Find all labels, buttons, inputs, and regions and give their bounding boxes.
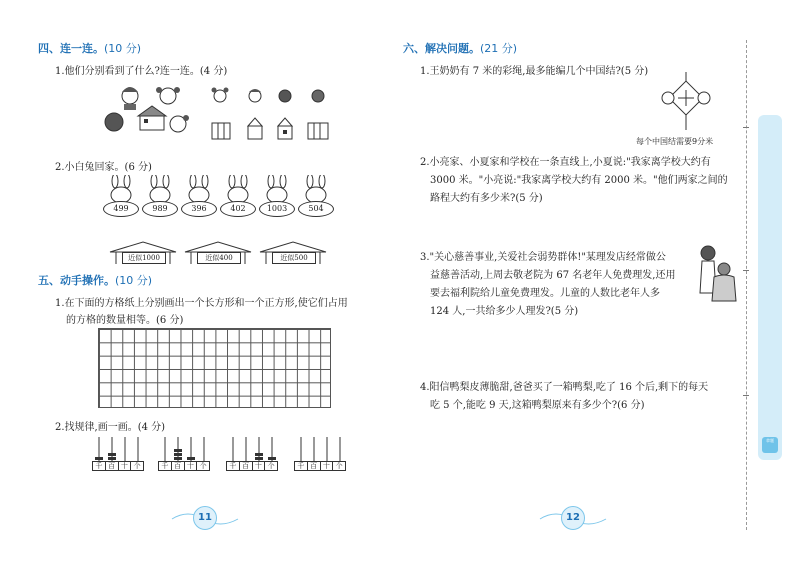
rabbit-number: 1003 <box>259 201 295 217</box>
question-4-1: 1.他们分别看到了什么?连一连。(4 分) <box>55 66 228 77</box>
girl-figure <box>156 87 180 104</box>
abacus-rods-icon <box>226 435 278 463</box>
abacus[interactable] <box>92 435 144 471</box>
side-badge: 拿题 <box>762 437 778 453</box>
rabbit-number: 504 <box>298 201 334 217</box>
section-4-heading: 四、连一连。(10 分) <box>38 42 142 55</box>
house-model <box>138 106 166 130</box>
viewpoint-illustration <box>100 78 340 143</box>
head-icons <box>212 88 325 103</box>
question-5-1-line-2: 的方格的数量相等。(6 分) <box>66 315 184 326</box>
binding-tick <box>743 270 749 271</box>
question-6-2-line-3: 路程大约有多少米?(5 分) <box>430 193 543 204</box>
girl-side-figure <box>170 115 189 132</box>
rabbit-number: 396 <box>181 201 217 217</box>
question-6-3-line-1: 3."关心慈善事业,关爱社会弱势群体!"某理发店经常做公 <box>420 252 666 263</box>
side-tab <box>758 115 782 460</box>
house-label: 近似500 <box>272 252 316 264</box>
house-target <box>183 240 253 266</box>
chinese-knot-icon <box>656 72 716 132</box>
rabbit-number: 402 <box>220 201 256 217</box>
house-target <box>108 240 178 266</box>
knot-caption: 每个中国结需要9分米 <box>636 137 714 146</box>
abacus-labels: 千 百 十 个 <box>92 461 144 471</box>
abacus-labels: 千 百 十 个 <box>226 461 278 471</box>
barber-illustration <box>694 243 738 303</box>
view-icons <box>212 118 328 139</box>
question-6-4-line-2: 吃 5 个,能吃 9 天,这箱鸭梨原来有多少个?(6 分) <box>430 400 645 411</box>
question-5-1-line-1: 1.在下面的方格纸上分别画出一个长方形和一个正方形,使它们占用 <box>55 298 348 309</box>
binding-tick <box>743 395 749 396</box>
page-number-right: 12 <box>561 506 585 530</box>
question-6-4-line-1: 4.阳信鸭梨皮薄脆甜,爸爸买了一箱鸭梨,吃了 16 个后,剩下的每天 <box>420 382 709 393</box>
abacus-labels: 千 百 十 个 <box>158 461 210 471</box>
section-6-heading: 六、解决问题。(21 分) <box>403 42 518 55</box>
abacus-labels: 千 百 十 个 <box>294 461 346 471</box>
abacus[interactable] <box>294 435 346 471</box>
question-6-1: 1.王奶奶有 7 米的彩绳,最多能编几个中国结?(5 分) <box>420 66 649 77</box>
abacus-rods-icon <box>92 435 144 463</box>
rabbit-number: 989 <box>142 201 178 217</box>
abacus-rods-icon <box>294 435 346 463</box>
binding-tick <box>743 127 749 128</box>
drawing-grid[interactable] <box>98 328 331 408</box>
house-label: 近似1000 <box>122 252 166 264</box>
abacus[interactable] <box>226 435 278 471</box>
question-6-3-line-2: 益慈善活动,上周去敬老院为 67 名老年人免费理发,还用 <box>430 270 676 281</box>
question-4-2: 2.小白兔回家。(6 分) <box>55 162 152 173</box>
house-target <box>258 240 328 266</box>
rabbit-number: 499 <box>103 201 139 217</box>
question-5-2: 2.找规律,画一画。(4 分) <box>55 422 166 433</box>
abacus-rods-icon <box>158 435 210 463</box>
page-number-left: 11 <box>193 506 217 530</box>
house-label: 近似400 <box>197 252 241 264</box>
abacus[interactable] <box>158 435 210 471</box>
question-6-3-line-3: 要去福利院给儿童免费理发。儿童的人数比老年人多 <box>430 288 660 299</box>
boy-back-figure <box>105 113 123 131</box>
question-6-2-line-2: 3000 米。"小亮说:"我家离学校大约有 2000 米。"他们两家之间的 <box>430 175 728 186</box>
question-6-2-line-1: 2.小亮家、小夏家和学校在一条直线上,小夏说:"我家离学校大约有 <box>420 157 711 168</box>
question-6-3-line-4: 124 人,一共给多少人理发?(5 分) <box>430 306 579 317</box>
boy-figure <box>122 87 138 110</box>
section-5-heading: 五、动手操作。(10 分) <box>38 274 153 287</box>
binding-margin-line <box>746 40 747 530</box>
